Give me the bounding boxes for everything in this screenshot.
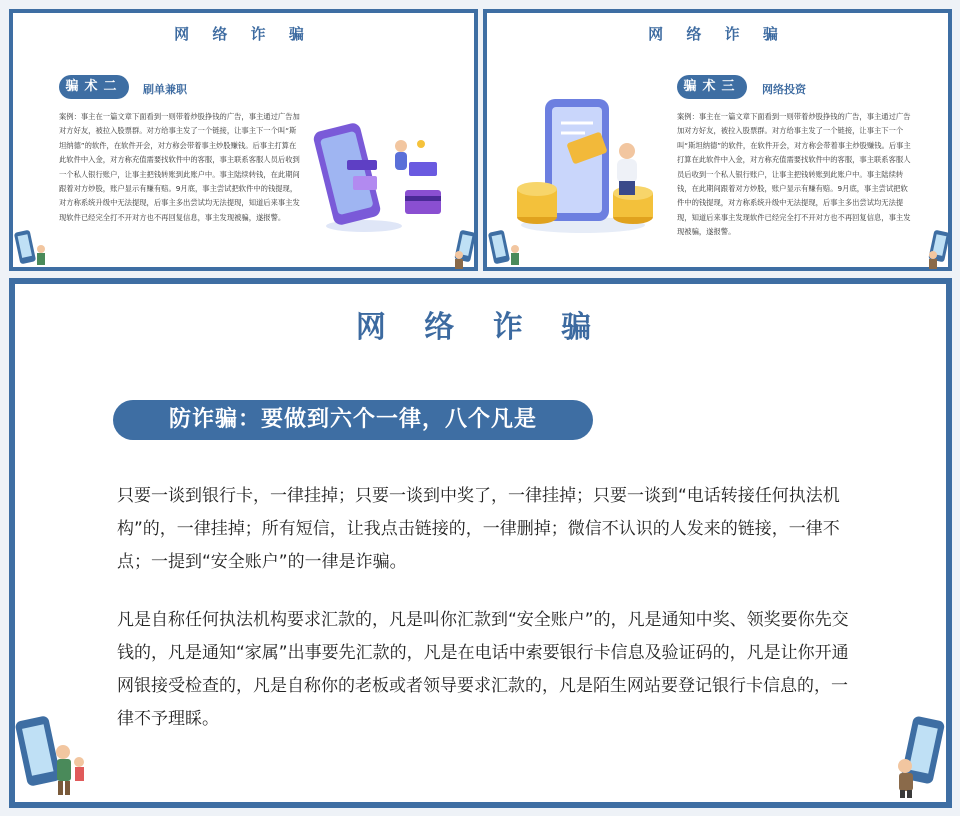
slide-card-fraud-type-3 <box>483 9 952 271</box>
slide-card-anti-fraud-rules <box>9 278 952 808</box>
phone-scam-illustration <box>309 108 449 238</box>
fraud-type-badge: 骗术二 <box>59 75 129 99</box>
elder-phone-decoration <box>891 704 946 804</box>
slide-card-fraud-type-2 <box>9 9 478 271</box>
case-description: 案例：事主在一篇文章下面看到一则带着炒股挣钱的广告，事主通过广告加对方好友，被拉入股票群。对方给事主发了一个链接，让事主下一个叫“斯坦纳德”的软件，在软件开会，对方称会带着事主炒股赚钱。后事主打算在此软件中入金，对方称充值需要找软件中的客服，事主联系客服人员后收到一个私人银行账户，让事主把钱转账到此账户中。事主陆续转钱，在此期间跟着对方炒股，账户显示有赚有赔。9月底，事主尝试把软件中的钱提现，对方称系统升级中无法提现，后事主多出尝试均无法提现，知道后来事主发现软件已经完全打不开对方也不再回复信息，事主发现被骗，遂报警。 <box>59 112 300 222</box>
anti-fraud-heading: 防诈骗：要做到六个一律，八个凡是 <box>113 400 593 440</box>
coin-phone-illustration <box>515 93 665 238</box>
slide-title: 网 络 诈 骗 <box>174 25 313 43</box>
slide-title: 网 络 诈 骗 <box>648 25 787 43</box>
fraud-type-badge: 骗术三 <box>677 75 747 99</box>
fraud-type-subtitle: 刷单兼职 <box>143 83 187 96</box>
elder-phone-decoration <box>487 225 527 270</box>
elder-phone-decoration <box>13 225 53 270</box>
elder-phone-decoration <box>449 225 477 270</box>
slide-title: 网 络 诈 骗 <box>355 310 606 345</box>
fraud-type-subtitle: 网络投资 <box>762 83 806 96</box>
case-description: 案例：事主在一篇文章下面看到一则带着炒股挣钱的广告，事主通过广告加对方好友，被拉入股票群。对方给事主发了一个链接，让事主下一个叫“斯坦纳德”的软件，在软件开会，对方称会带着事主炒股赚钱。后事主打算在此软件中入金，对方称充值需要找软件中的客服，事主联系客服人员后收到一个私人银行账户，让事主把钱转账到此账户中。事主陆续转钱，在此期间跟着对方炒股，账户显示有赚有赔。9月底，事主尝试把软件中的钱提现，对方称系统升级中无法提现，后事主多出尝试均无法提现，知道后来事主发现软件已经完全打不开对方也不再回复信息，事主发现被骗，遂报警。 <box>677 112 911 237</box>
elder-phone-decoration <box>923 225 951 270</box>
elder-phone-decoration <box>15 704 90 804</box>
six-rules-paragraph: 只要一谈到银行卡，一律挂掉；只要一谈到中奖了，一律挂掉；只要一谈到“电话转接任何执法机构”的，一律挂掉；所有短信，让我点击链接的，一律删掉；微信不认识的人发来的链接，一律不点；一提到“安全账户”的一律是诈骗。 <box>117 486 840 572</box>
eight-rules-paragraph: 凡是自称任何执法机构要求汇款的，凡是叫你汇款到“安全账户”的，凡是通知中奖、领奖要你先交钱的，凡是通知“家属”出事要先汇款的，凡是在电话中索要银行卡信息及验证码的，凡是让你开通网银接受检查的，凡是自称你的老板或者领导要求汇款的，凡是陌生网站要登记银行卡信息的，一律不予理睬。 <box>117 610 849 729</box>
